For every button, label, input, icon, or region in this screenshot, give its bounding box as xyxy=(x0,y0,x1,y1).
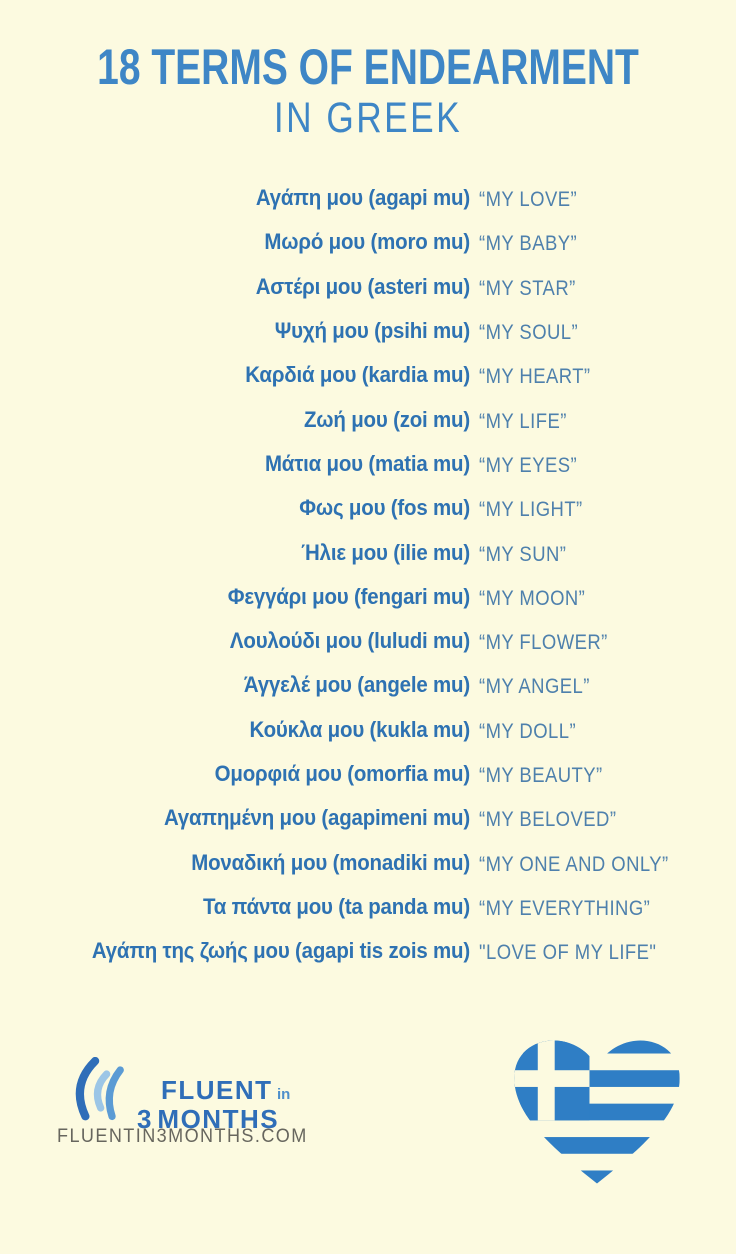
english-translation: “MY SUN” xyxy=(479,542,567,566)
english-translation: “MY EVERYTHING” xyxy=(479,896,651,920)
greek-term: Ήλιε μου (ilie mu) xyxy=(301,539,470,565)
english-translation: “MY FLOWER” xyxy=(479,631,608,655)
english-translation: “MY ANGEL” xyxy=(479,675,590,699)
greek-term: Αστέρι μου (asteri mu) xyxy=(255,273,470,299)
english-translation: “MY ONE AND ONLY” xyxy=(479,852,669,876)
term-row xyxy=(0,530,736,574)
english-translation: “MY SOUL” xyxy=(479,321,579,345)
english-translation: “MY DOLL” xyxy=(479,719,577,743)
english-translation: “MY HEART” xyxy=(479,365,591,389)
greek-term: Μοναδική μου (monadiki mu) xyxy=(191,849,471,875)
term-row xyxy=(0,442,736,486)
greek-flag-heart-icon xyxy=(503,1036,691,1188)
english-translation: “MY EYES” xyxy=(479,453,578,477)
english-translation: “MY STAR” xyxy=(479,276,576,300)
term-row xyxy=(0,220,736,264)
greek-term: Καρδιά μου (kardia mu) xyxy=(245,362,470,388)
greek-term: Ομορφιά μου (omorfia mu) xyxy=(214,761,470,786)
term-row xyxy=(0,885,736,929)
english-translation: “MY MOON” xyxy=(479,586,586,610)
term-row xyxy=(0,929,736,973)
logo-months-text: MONTHS xyxy=(157,1104,280,1134)
terms-list xyxy=(0,176,736,973)
term-row xyxy=(0,309,736,353)
greek-term: Ζωή μου (zoi mu) xyxy=(303,406,470,432)
english-translation: “MY LIGHT” xyxy=(479,498,583,522)
greek-term: Μάτια μου (matia mu) xyxy=(264,450,470,476)
greek-term: Αγαπημένη μου (agapimeni mu) xyxy=(163,805,470,831)
term-row xyxy=(0,397,736,441)
greek-term: Αγάπη μου (agapi mu) xyxy=(255,185,470,211)
sound-waves-icon xyxy=(62,1057,140,1125)
term-row xyxy=(0,663,736,707)
logo-wordmark xyxy=(137,1077,290,1132)
fluent-logo xyxy=(57,1052,337,1162)
english-translation: “MY BELOVED” xyxy=(479,808,617,832)
greek-term: Φως μου (fos mu) xyxy=(299,495,470,521)
logo-fluent-text: FLUENT xyxy=(161,1075,273,1105)
term-row xyxy=(0,619,736,663)
term-row xyxy=(0,176,736,220)
logo-in-text: in xyxy=(277,1086,291,1103)
greek-term: Μωρό μου (moro mu) xyxy=(264,229,470,255)
english-translation: “MY BEAUTY” xyxy=(479,764,603,787)
term-row xyxy=(0,486,736,530)
greek-term: Άγγελέ μου (angele mu) xyxy=(243,672,470,698)
english-translation: “MY LIFE” xyxy=(479,409,567,433)
greek-term: Ψυχή μου (psihi mu) xyxy=(274,318,470,344)
logo-three-text: 3 xyxy=(137,1104,153,1134)
greek-term: Κούκλα μου (kukla mu) xyxy=(249,716,470,742)
term-row xyxy=(0,575,736,619)
subtitle: IN GREEK xyxy=(273,94,463,142)
term-row xyxy=(0,353,736,397)
greek-term: Φεγγάρι μου (fengari mu) xyxy=(227,583,470,609)
term-row xyxy=(0,752,736,796)
greek-term: Λουλούδι μου (luludi mu) xyxy=(229,628,470,654)
greek-term: Αγάπη της ζωής μου (agapi tis zois mu) xyxy=(91,938,470,964)
main-title: 18 TERMS OF ENDEARMENT xyxy=(97,39,639,95)
term-row xyxy=(0,265,736,309)
english-translation: “MY LOVE” xyxy=(479,188,578,212)
website-url: FLUENTIN3MONTHS.COM xyxy=(57,1126,308,1147)
term-row xyxy=(0,796,736,840)
term-row xyxy=(0,840,736,884)
logo-line-1 xyxy=(161,1077,290,1103)
english-translation: "LOVE OF MY LIFE" xyxy=(479,941,657,965)
greek-term: Τα πάντα μου (ta panda mu) xyxy=(202,893,470,919)
term-row xyxy=(0,708,736,752)
english-translation: “MY BABY” xyxy=(479,232,578,256)
